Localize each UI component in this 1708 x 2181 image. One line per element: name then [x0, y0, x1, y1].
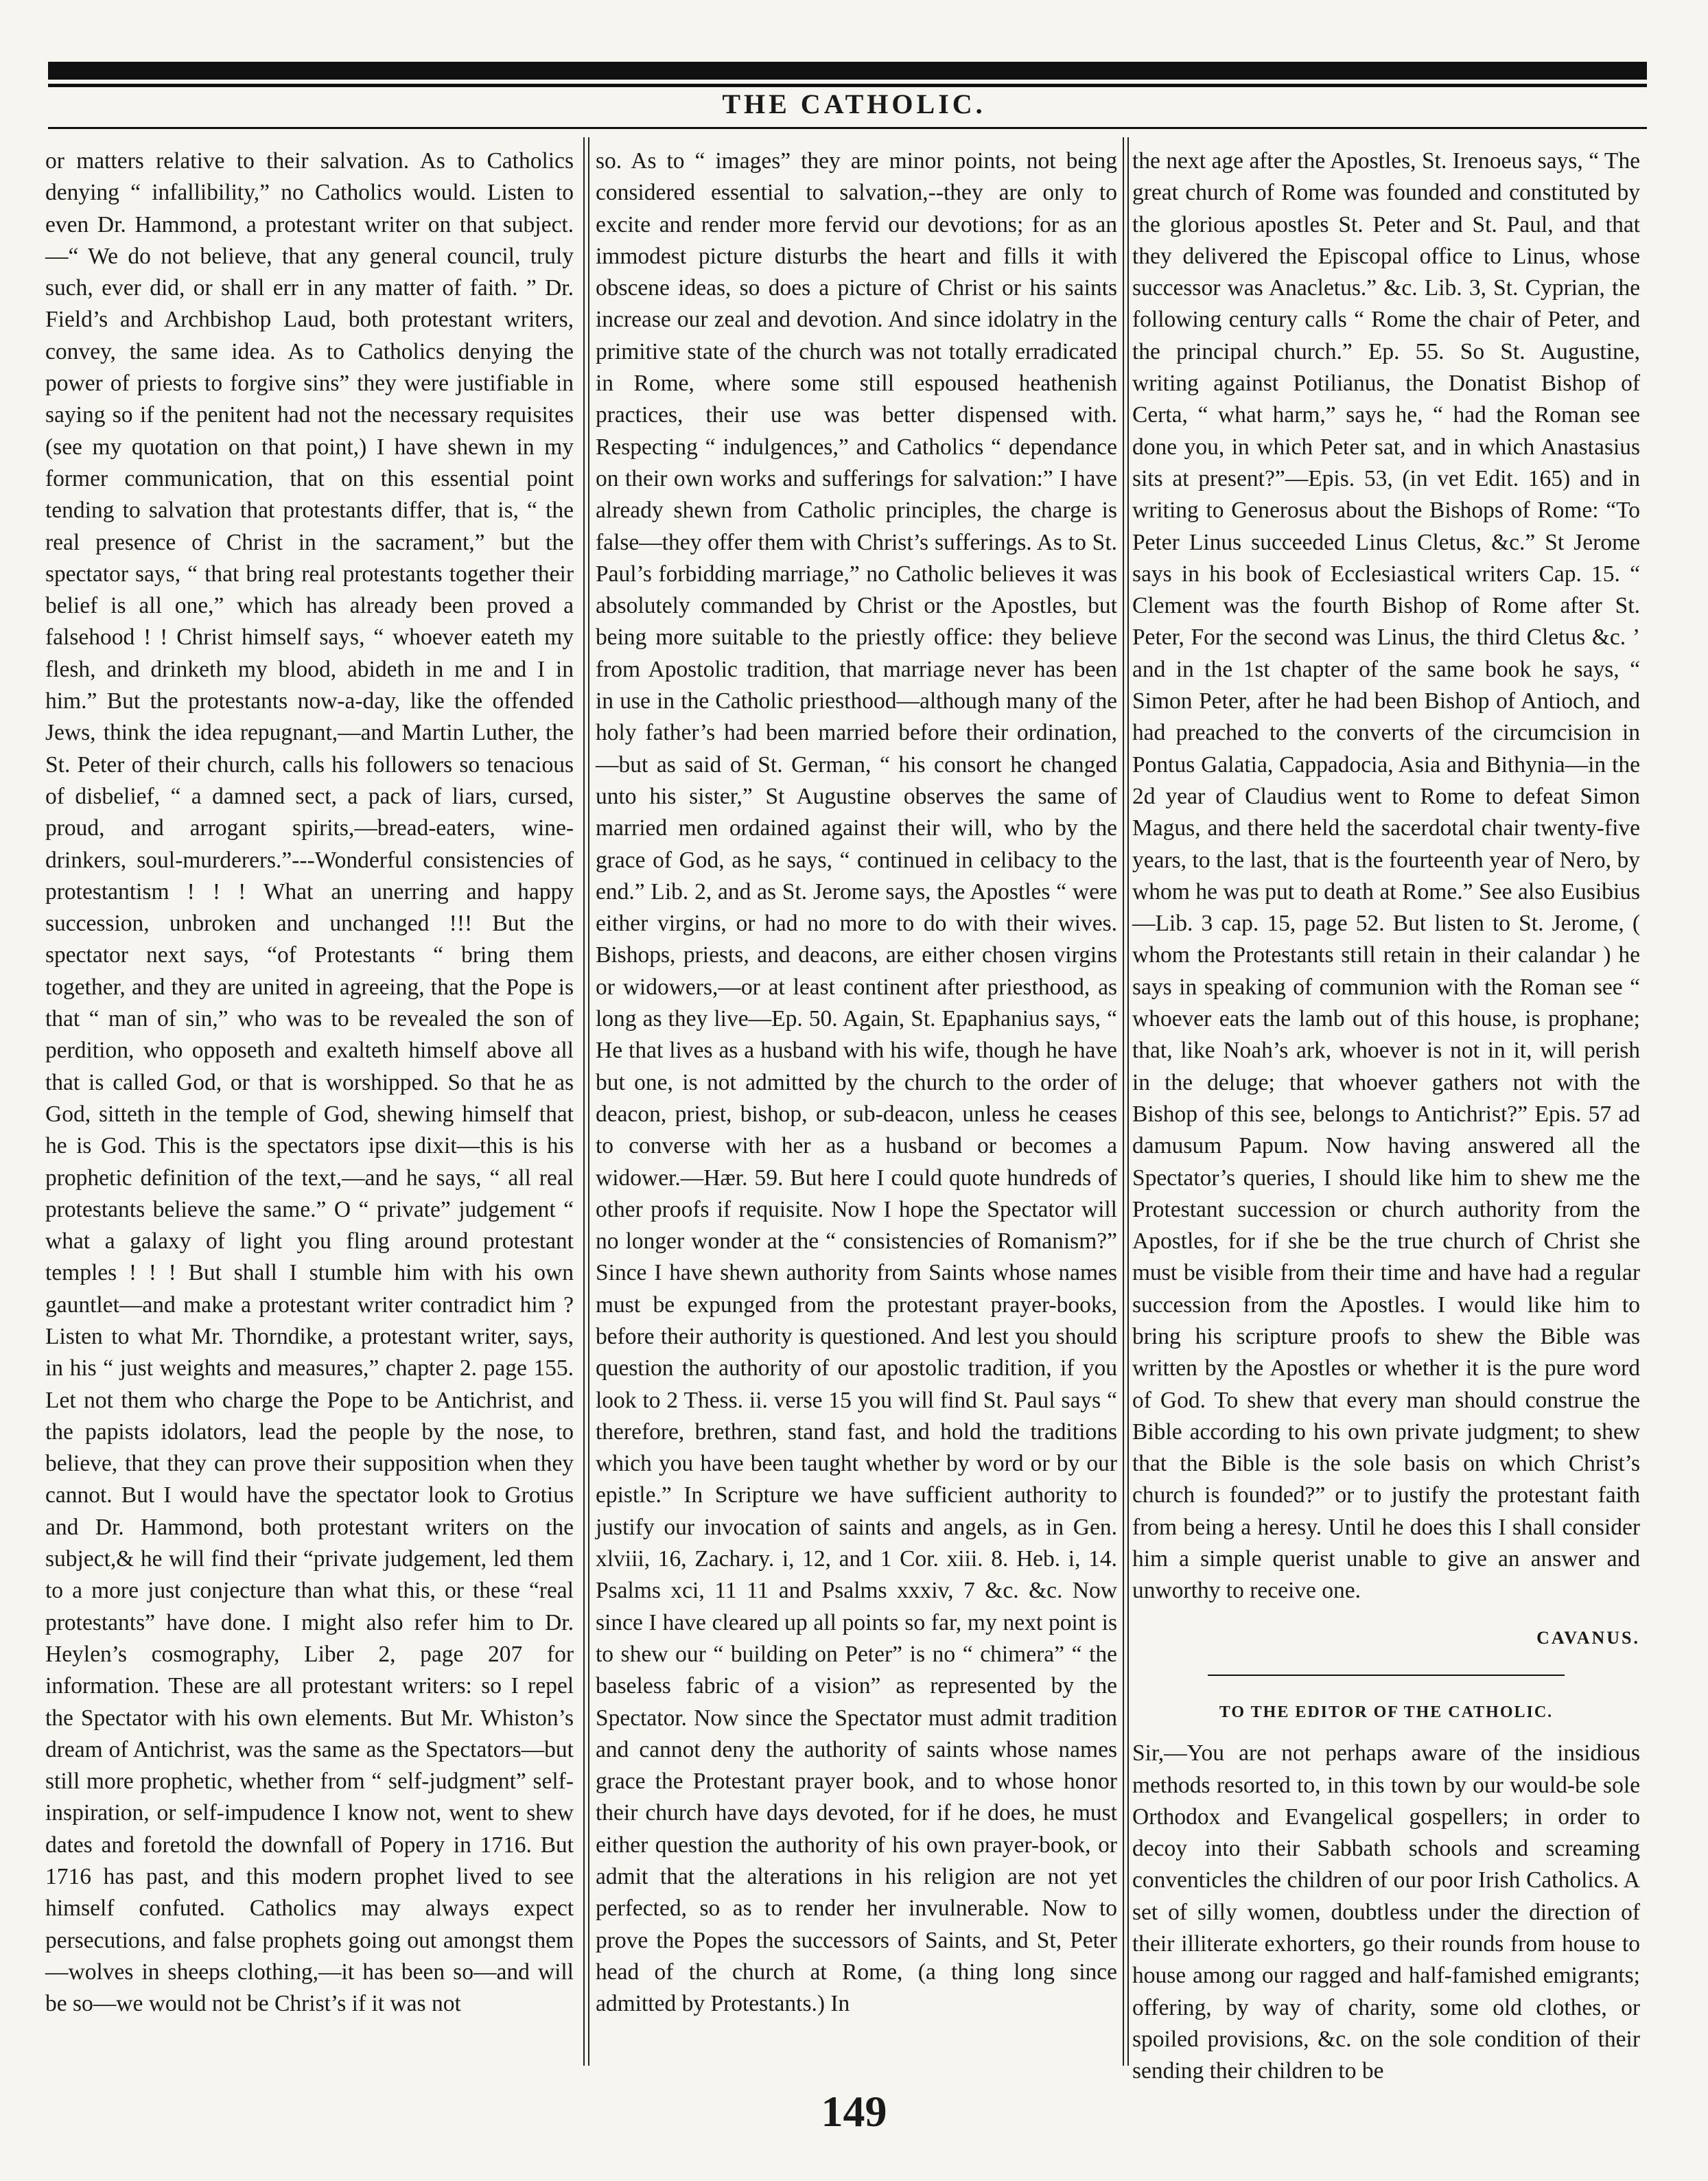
letter-body: Sir,—You are not perhaps aware of the insidious methods resorted to, in this town by our would-be sole Orthodox and Evangelical gospellers; in order to decoy into their Sabbath schools and screaming conventicles the children of our poor Irish Catholics. A set of silly women, doubtless under the direction of their illiterate exhorters, go their rounds from house to house among our ragged and half-famished emigrants; offering, by way of charity, some old clothes, or spoiled provisions, &c. on the sole condition of their sending their children to be	[1132, 1740, 1640, 2084]
column-divider	[588, 137, 589, 2066]
letter-heading: TO THE EDITOR OF THE CATHOLIC.	[1219, 1703, 1554, 1721]
section-separator	[1208, 1675, 1565, 1676]
column-middle-text: so. As to “ images” they are minor points, not being considered essential to salvation,--they are only to excite and render more fervid our devotions; for as an immodest picture disturbs the heart and fills it with obscene ideas, so does a picture of Christ or his saints increase our zeal and devotion. And since idolatry in the primitive state of the church was not totally erradicated in Rome, where some still espoused heathenish practices, their use was better dispensed with. Respecting “ indulgences,” and Catholics “ dependance on their own works and sufferings for salvation:” I have already shewn from Catholic principles, the charge is false—they offer them with Christ’s sufferings. As to St. Paul’s forbidding marriage,” no Catholic believes it was absolutely commanded by Christ or the Apostles, but being more suitable to the priestly office: they believe from Apostolic tradition, that marriage never has been in use in the Catholic priesthood—although many of the holy father’s had been married before their ordination,—but as said of St. German, “ his consort he changed unto his sister,” St Augustine observes the same of married men ordained against their will, who by the grace of God, as he says, “ continued in celibacy to the end.” Lib. 2, and as St. Jerome says, the Apostles “ were either virgins, or had no more to do with their wives. Bishops, priests, and deacons, are either chosen virgins or widowers,—or at least continent after priesthood, as long as they live—Ep. 50. Again, St. Epaphanius says, “ He that lives as a husband with his wife, though he have but one, is not admitted by the church to the order of deacon, priest, bishop, or sub-deacon, unless he ceases to converse with her as a husband or becomes a widower.—Hær. 59. But here I could quote hundreds of other proofs if requisite. Now I hope the Spectator will no longer wonder at the “ consistencies of Romanism?” Since I have shewn authority from Saints whose names must be expunged from the protestant prayer-books, before their authority is questioned. And lest you should question the authority of our apostolic tradition, if you look to 2 Thess. ii. verse 15 you will find St. Paul says “ therefore, brethren, stand fast, and hold the traditions which you have been taught whether by word or by our epistle.” In Scripture we have sufficient authority to justify our invocation of saints and angels, as in Gen. xlviii, 16, Zachary. i, 12, and 1 Cor. xiii. 8. Heb. i, 14. Psalms xci, 11 11 and Psalms xxxiv, 7 &c. &c. Now since I have cleared up all points so far, my next point is to shew our “ building on Peter” is no “ chimera” “ the baseless fabric of a vision” as represented by the Spectator. Now since the Spectator must admit tradition and cannot deny the authority of saints whose names grace the Protestant prayer book, and to whose honor their church have days devoted, for if he does, he must either question the authority of his own prayer-book, or admit that the alterations in his religion are not yet perfected, so as to render her invulnerable. Now to prove the Popes the successors of Saints, and St, Peter head of the church at Rome, (a thing long since admitted by Protestants.) In	[596, 148, 1117, 2017]
column-divider	[583, 137, 585, 2066]
masthead-title: THE CATHOLIC.	[722, 89, 986, 119]
column-left	[45, 145, 574, 2040]
column-right-text: the next age after the Apostles, St. Irenoeus says, “ The great church of Rome was founded and constituted by the glorious apostles St. Peter and St. Paul, and that they delivered the Episcopal office to Linus, whose successor was Anacletus.” &c. Lib. 3, St. Cyprian, the following century calls “ Rome the chair of Peter, and the principal church.” Ep. 55. So St. Augustine, writing against Potilianus, the Donatist Bishop of Certa, “ what harm,” says he, “ had the Roman see done you, in which Peter sat, and in which Anastasius sits at present?”—Epis. 53, (in vet Edit. 165) and in writing to Generosus about the Bishops of Rome: “To Peter Linus succeeded Linus Cletus, &c.” St Jerome says in his book of Ecclesiastical writers Cap. 15. “ Clement was the fourth Bishop of Rome after St. Peter, For the second was Linus, the third Cletus &c. ’ and in the 1st chapter of the same book he says, “ Simon Peter, after he had been Bishop of Antioch, and had preached to the converts of the circumcision in Pontus Galatia, Cappadocia, Asia and Bithynia—in the 2d year of Claudius went to Rome to defeat Simon Magus, and there held the sacerdotal chair twenty-five years, to the last, that is the fourteenth year of Nero, by whom he was put to death at Rome.” See also Eusibius—Lib. 3 cap. 15, page 52. But listen to St. Jerome, ( whom the Protestants still retain in their calandar ) he says in speaking of communion with the Roman see “ whoever eats the lamb out of this house, is prophane; that, like Noah’s ark, whoever is not in it, will perish in the deluge; that whoever gathers not with the Bishop of this see, belongs to Antichrist?” Epis. 57 ad damusum Papum. Now having answered all the Spectator’s queries, I should like him to shew me the Protestant succession or church authority from the Apostles, for if she be the true church of Christ she must be visible from their time and have had a regular succession from the Apostles. I would like him to bring his scripture proofs to shew the Bible was written by the Apostles or whether it is the pure word of God. To shew that every man should construe the Bible according to his own private judgment; to shew that the Bible is the sole basis on which Christ’s church is founded?” or to justify the protestant faith from being a heresy. Until he does this I shall consider him a simple querist unable to give an answer and unworthy to receive one.	[1132, 148, 1640, 1604]
masthead-top-rule	[48, 62, 1647, 80]
page-number: 149	[821, 2087, 887, 2136]
column-left-text: or matters relative to their salvation. As to Catholics denying “ infallibility,” no Catholics would. Listen to even Dr. Hammond, a protestant writer on that subject.—“ We do not believe, that any general council, truly such, ever did, or shall err in any matter of faith. ” Dr. Field’s and Archbishop Laud, both protestant writers, convey, the same idea. As to Catholics denying the power of priests to forgive sins” they were justifiable in saying so if the penitent had not the necessary requisites (see my quotation on that point,) I have shewn in my former communication, that on this essential point tending to salvation that protestants differ, that is, “ the real presence of Christ in the sacrament,” but the spectator says, “ that bring real protestants together their belief is all one,” which has already been proved a falsehood ! ! Christ himself says, “ whoever eateth my flesh, and drinketh my blood, abideth in me and I in him.” But the protestants now-a-day, like the offended Jews, think the idea repugnant,—and Martin Luther, the St. Peter of their church, calls his followers so tenacious of disbelief, “ a damned sect, a pack of liars, cursed, proud, and arrogant spirits,—bread-eaters, wine-drinkers, soul-murderers.”---Wonderful consistencies of protestantism ! ! ! What an unerring and happy succession, unbroken and unchanged !!! But the spectator next says, “of Protestants “ bring them together, and they are united in agreeing, that the Pope is that “ man of sin,” who was to be revealed the son of perdition, who opposeth and exalteth himself above all that is called God, or that is worshipped. So that he as God, sitteth in the temple of God, shewing himself that he is God. This is the spectators ipse dixit—this is his prophetic definition of the text,—and he says, “ all real protestants believe the same.” O “ private” judgement “ what a galaxy of light you fling around protestant temples ! ! ! But shall I stumble him with his own gauntlet—and make a protestant writer contradict him ? Listen to what Mr. Thorndike, a protestant writer, says, in his “ just weights and measures,” chapter 2. page 155. Let not them who charge the Pope to be Antichrist, and the papists idolators, lead the people by the nose, to believe, that they can prove their supposition when they cannot. But I would have the spectator look to Grotius and Dr. Hammond, both protestant writers on the subject,& he will find their “private judgement, led them to a more just conjecture than what this, or these “real protestants” have done. I might also refer him to Dr. Heylen’s cosmography, Liber 2, page 207 for information. These are all protestant writers: so I repel the Spectator with his own elements. But Mr. Whiston’s dream of Antichrist, was the same as the Spectators—but still more prophetic, whether from “ self-judgment” self-inspiration, or self-impudence I know not, went to shew dates and foretold the downfall of Popery in 1716. But 1716 has past, and this modern prophet lived to see himself confuted. Catholics may always expect persecutions, and false prophets going out amongst them—wolves in sheeps clothing,—it has been so—and will be so—we would not be Christ’s if it was not	[45, 148, 574, 2017]
column-middle	[596, 145, 1117, 2040]
column-divider	[1127, 137, 1129, 2066]
masthead-thin-rule	[48, 84, 1647, 87]
column-divider	[1123, 137, 1124, 2066]
column-right	[1132, 145, 1640, 2084]
signature: CAVANUS.	[1536, 1627, 1640, 1648]
masthead-bottom-rule	[48, 127, 1647, 129]
